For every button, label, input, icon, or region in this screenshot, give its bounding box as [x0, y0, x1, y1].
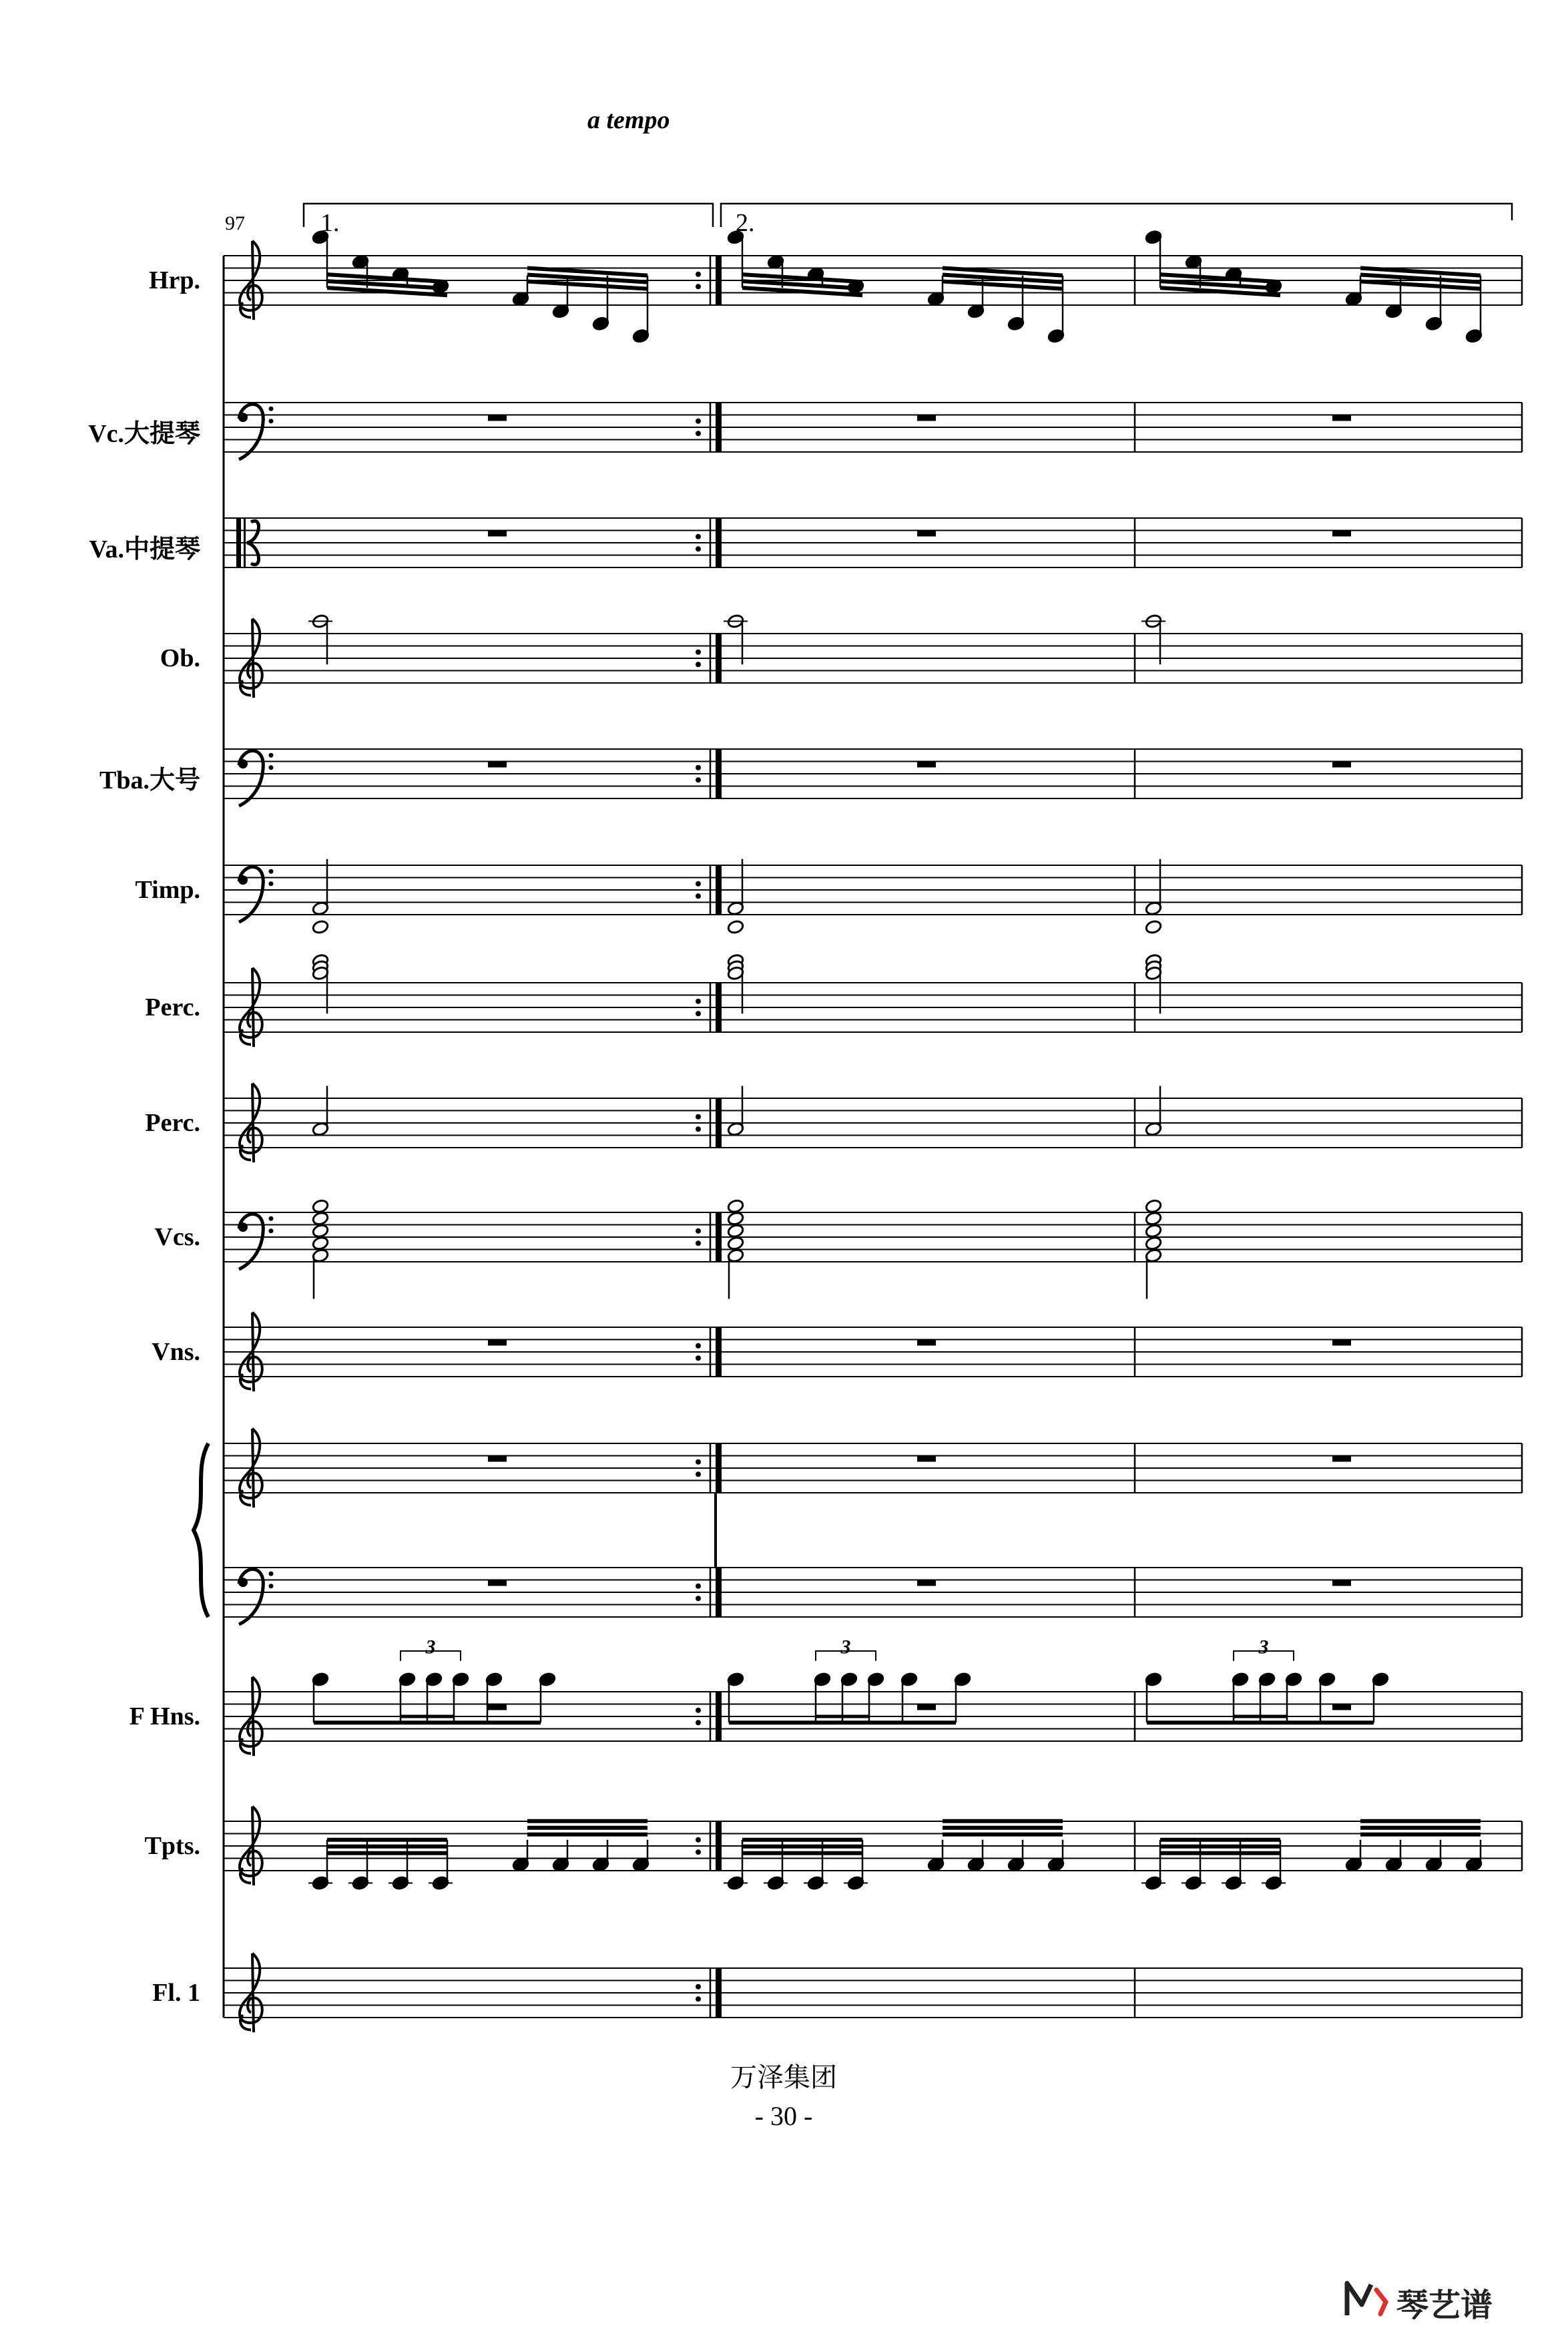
vcs-note-0-1	[312, 1211, 329, 1226]
volta-1-bracket	[304, 204, 713, 227]
bass-clef-dot-a-1	[269, 407, 274, 411]
instrument-label-0: Hrp.	[148, 266, 200, 294]
whole-rest-9-0	[488, 1340, 507, 1346]
vcs-note-1-3	[727, 1236, 744, 1251]
vcs-note-2-3	[1145, 1236, 1162, 1251]
repeat-dot-a-12	[696, 1708, 701, 1713]
whole-rest-1-0	[488, 415, 507, 421]
bass-clef-icon-8	[239, 1214, 263, 1270]
whole-rest-9-2	[1332, 1340, 1351, 1346]
repeat-thick-11	[716, 1568, 722, 1617]
vcs-note-0-0	[312, 1198, 329, 1214]
bass-clef-dot-5	[238, 875, 248, 885]
bass-clef-dot-1	[238, 413, 248, 422]
bass-clef-dot-a-5	[269, 869, 274, 874]
repeat-thick-2	[716, 518, 722, 567]
repeat-dot-a-1	[696, 419, 701, 424]
bass-clef-dot-a-11	[269, 1572, 274, 1576]
volta-1-label: 1.	[320, 209, 340, 237]
repeat-dot-a-13	[696, 1837, 701, 1843]
bass-clef-dot-b-11	[269, 1584, 274, 1588]
bass-clef-dot-a-4	[269, 753, 274, 758]
instrument-label-6: Perc.	[145, 993, 200, 1021]
repeat-thick-0	[716, 256, 722, 305]
repeat-dot-b-5	[696, 893, 701, 899]
tuplet-label-1: 3	[840, 1636, 851, 1658]
piano-brace	[194, 1443, 208, 1617]
repeat-dot-b-8	[696, 1240, 701, 1246]
repeat-dot-b-4	[696, 777, 701, 782]
repeat-dot-b-2	[696, 546, 701, 551]
repeat-dot-a-11	[696, 1584, 701, 1589]
repeat-dot-a-2	[696, 534, 701, 539]
repeat-dot-a-14	[696, 1984, 701, 1989]
repeat-thick-5	[716, 865, 722, 915]
repeat-dot-a-8	[696, 1228, 701, 1234]
instrument-label-3: Ob.	[160, 644, 200, 672]
instrument-label-5: Timp.	[135, 876, 200, 904]
bass-clef-icon-11	[239, 1570, 263, 1625]
bass-clef-dot-b-5	[269, 881, 274, 886]
repeat-thick-13	[716, 1821, 722, 1871]
watermark-text: 琴艺谱	[1396, 2287, 1493, 2324]
vcs-note-1-2	[727, 1223, 744, 1238]
vcs-note-2-0	[1145, 1198, 1162, 1214]
whole-rest-4-2	[1332, 762, 1351, 768]
bass-clef-icon-4	[239, 751, 263, 806]
whole-rest-10-0	[488, 1456, 507, 1462]
whole-rest-1-2	[1332, 415, 1351, 421]
bass-clef-dot-b-4	[269, 765, 274, 770]
whole-rest-2-2	[1332, 531, 1351, 537]
repeat-thick-12	[716, 1692, 722, 1741]
whole-rest-9-1	[917, 1340, 936, 1346]
alto-clef-bar-2	[236, 518, 241, 567]
vcs-note-2-1	[1145, 1211, 1162, 1226]
repeat-dot-b-11	[696, 1596, 701, 1601]
repeat-dot-a-7	[696, 1114, 701, 1120]
repeat-dot-a-0	[696, 272, 701, 277]
repeat-dot-a-10	[696, 1459, 701, 1465]
timp-note-low-0	[312, 919, 329, 935]
repeat-dot-a-9	[696, 1343, 701, 1349]
whole-rest-11-0	[488, 1580, 507, 1586]
whole-rest-11-2	[1332, 1580, 1351, 1586]
whole-rest-4-1	[917, 762, 936, 768]
repeat-thick-14	[716, 1968, 722, 2018]
volta-2-bracket	[721, 204, 1512, 227]
repeat-dot-b-1	[696, 431, 701, 436]
repeat-thick-3	[716, 634, 722, 683]
tuplet-label-2: 3	[1258, 1636, 1269, 1658]
repeat-dot-b-7	[696, 1126, 701, 1132]
instrument-label-7: Perc.	[145, 1109, 200, 1137]
whole-rest-11-1	[917, 1580, 936, 1586]
instrument-label-9: Vns.	[152, 1338, 200, 1366]
vcs-note-2-2	[1145, 1223, 1162, 1238]
whole-rest-1-1	[917, 415, 936, 421]
timp-note-low-1	[727, 919, 744, 935]
repeat-dot-b-6	[696, 1011, 701, 1016]
repeat-dot-b-14	[696, 1996, 701, 2002]
repeat-thick-10	[716, 1443, 722, 1493]
instrument-label-2: Va.中提琴	[89, 535, 200, 563]
instrument-label-13: Fl. 1	[152, 1979, 200, 2007]
volta-2-label: 2.	[736, 209, 755, 237]
repeat-thick-9	[716, 1327, 722, 1377]
repeat-dot-b-12	[696, 1720, 701, 1725]
whole-rest-4-0	[488, 762, 507, 768]
repeat-thick-8	[716, 1212, 722, 1262]
instrument-label-1: Vc.大提琴	[88, 420, 200, 448]
whole-rest-12-1	[917, 1704, 936, 1710]
repeat-dot-b-3	[696, 662, 701, 667]
tuplet-label-0: 3	[425, 1636, 436, 1658]
whole-rest-2-1	[917, 531, 936, 537]
page-number: - 30 -	[754, 2101, 813, 2131]
bass-clef-dot-a-8	[269, 1216, 274, 1221]
timp-note-low-2	[1145, 919, 1162, 935]
whole-rest-2-0	[488, 531, 507, 537]
vcs-note-0-2	[312, 1223, 329, 1238]
measure-number: 97	[225, 212, 245, 234]
repeat-dot-b-9	[696, 1355, 701, 1361]
whole-rest-12-2	[1332, 1704, 1351, 1710]
tempo-marking: a tempo	[587, 106, 670, 134]
repeat-thick-1	[716, 403, 722, 452]
vcs-note-0-3	[312, 1236, 329, 1251]
repeat-thick-4	[716, 749, 722, 798]
repeat-thick-7	[716, 1098, 722, 1148]
repeat-dot-b-13	[696, 1849, 701, 1855]
repeat-dot-a-5	[696, 881, 701, 887]
bass-clef-dot-11	[238, 1578, 248, 1587]
repeat-dot-a-4	[696, 765, 701, 770]
vcs-note-1-1	[727, 1211, 744, 1226]
vcs-note-1-0	[727, 1198, 744, 1214]
bass-clef-icon-5	[239, 867, 263, 923]
repeat-dot-a-3	[696, 650, 701, 655]
instrument-label-12: Tpts.	[144, 1832, 200, 1860]
repeat-thick-6	[716, 983, 722, 1032]
instrument-label-11: F Hns.	[129, 1702, 200, 1730]
repeat-dot-a-6	[696, 999, 701, 1004]
instrument-label-4: Tba.大号	[99, 766, 200, 794]
whole-rest-10-1	[917, 1456, 936, 1462]
bass-clef-dot-b-1	[269, 419, 274, 423]
repeat-dot-b-10	[696, 1471, 701, 1477]
whole-rest-12-0	[488, 1704, 507, 1710]
whole-rest-10-2	[1332, 1456, 1351, 1462]
bass-clef-icon-1	[239, 405, 263, 460]
alto-clef-thin-2	[244, 518, 246, 567]
bass-clef-dot-b-8	[269, 1228, 274, 1233]
repeat-dot-b-0	[696, 284, 701, 289]
bass-clef-dot-4	[238, 759, 248, 768]
bass-clef-dot-8	[238, 1222, 248, 1232]
instrument-label-8: Vcs.	[154, 1223, 200, 1251]
publisher-name: 万泽集团	[730, 2062, 837, 2092]
